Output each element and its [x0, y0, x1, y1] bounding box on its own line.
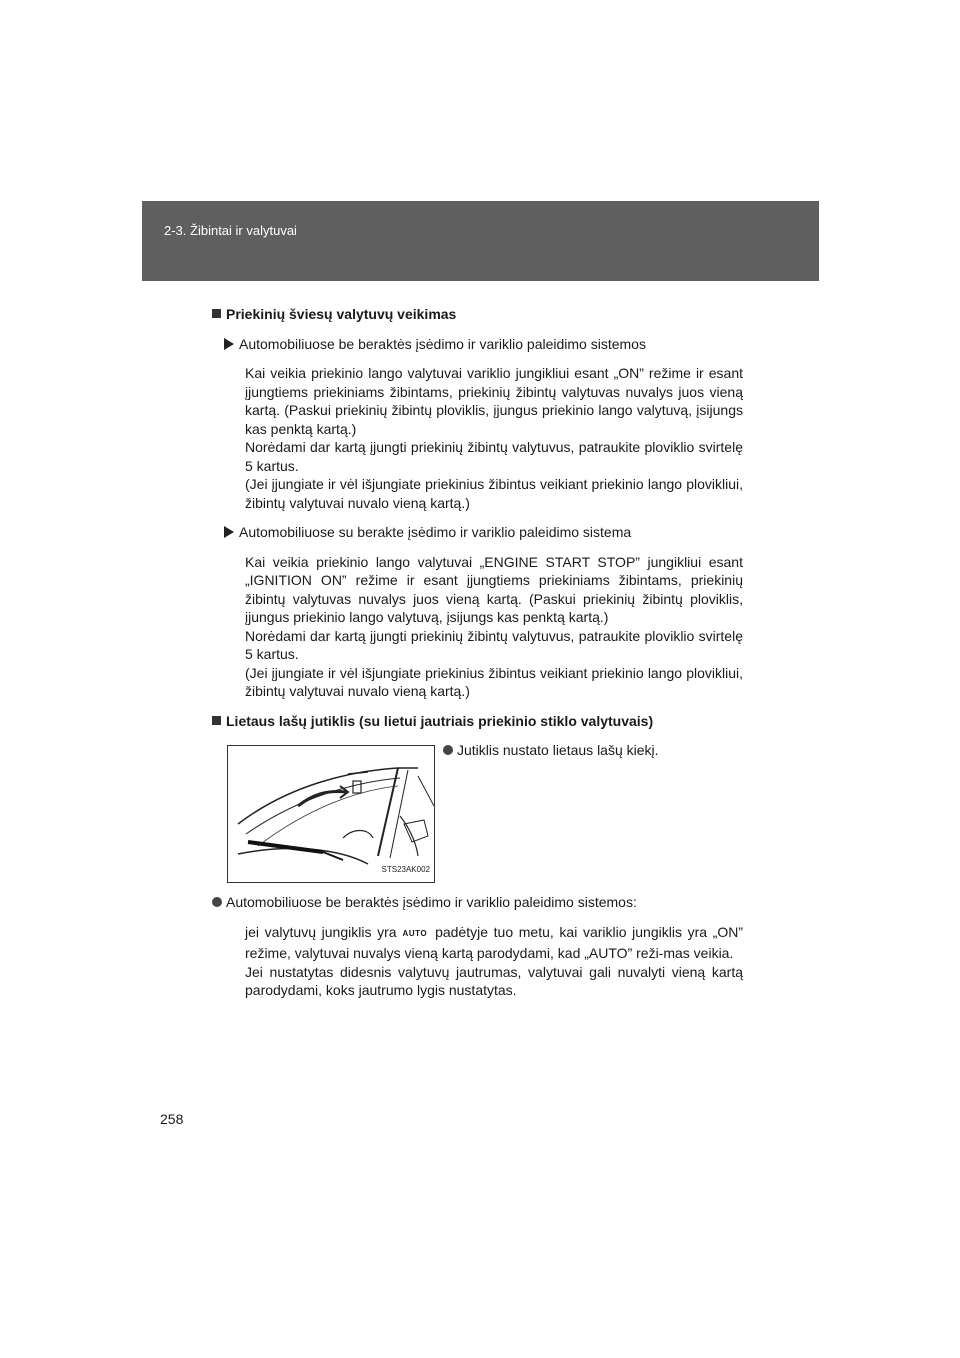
rain-sensor-heading: Lietaus lašų jutiklis (su lietui jautriais priekinio stiklo valytuvais)	[212, 712, 743, 731]
square-bullet-icon	[212, 309, 221, 318]
triangle-bullet-icon	[224, 526, 234, 538]
rain-description: jei valytuvų jungiklis yra AUTO padėtyje tuo metu, kai variklio jungiklis yra „ON” režime, valytuvai nuvalys vieną kartą parodydami, kad „AUTO” reži-mas veikia. Jei nustatytas didesnis valytuvų jautrumas, valytuvai gali nuvalyti vieną kartą parodydami, koks jautrumo lygis nustatytas.	[245, 923, 743, 998]
square-bullet-icon	[212, 716, 221, 725]
figure-note: Jutiklis nustato lietaus lašų kiekį.	[443, 741, 659, 883]
section-title: 2-3. Žibintai ir valytuvai	[164, 223, 297, 238]
round-bullet-icon	[443, 745, 453, 755]
headlamp-heading: Priekinių šviesų valytuvų veikimas	[212, 305, 743, 324]
figure-row	[227, 742, 743, 883]
triangle-bullet-icon	[224, 338, 234, 350]
page-number: 258	[160, 1111, 184, 1127]
auto-mode-icon: AUTO	[402, 928, 428, 938]
section-header	[142, 201, 819, 281]
keyless-description: Kai veikia priekinio lango valytuvai variklio jungikliui esant „ON” režime ir esant įjungtiems priekiniams žibintams, priekinių žibintų valytuvas nuvalys juos vieną kartą. (Paskui priekinių žibintų ploviklis, įjungus priekinio lango valytuvą, įsijungs kas penktą kartą.) Norėdami dar kartą įjungti priekinių žibintų valytuvus, patraukite ploviklio svirtelę 5 kartus. (Jei įjungiate ir vėl išjungiate priekinius žibintus veikiant priekinio lango plovikliui, žibintų valytuvai nuvalo vieną kartą.)	[245, 365, 743, 511]
figure-caption: STS23AK002	[381, 864, 430, 874]
keyless-subheading: Automobiliuose be beraktės įsėdimo ir variklio paleidimo sistemos	[224, 335, 743, 354]
smart-subheading: Automobiliuose su berakte įsėdimo ir variklio paleidimo sistema	[224, 523, 743, 542]
smart-description: Kai veikia priekinio lango valytuvai „ENGINE START STOP” jungikliui esant „IGNITION ON” režime ir esant įjungtiems priekiniams žibintams, priekinių žibintų valytuvas nuvalys juos vieną kartą. (Paskui priekinių žibintų ploviklis, įjungus priekinio lango valytuvą, įsijungs kas penktą kartą.) Norėdami dar kartą įjungti priekinių žibintų valytuvus, patraukite ploviklio svirtelę 5 kartus. (Jei įjungiate ir vėl išjungiate priekinius žibintus veikiant priekinio lango plovikliui, žibintų valytuvai nuvalo vieną kartą.)	[245, 553, 743, 699]
rain-keyless-subheading: Automobiliuose be beraktės įsėdimo ir variklio paleidimo sistemos:	[212, 893, 743, 912]
windshield-illustration	[227, 745, 435, 883]
round-bullet-icon	[212, 897, 222, 907]
page-content	[212, 305, 743, 1011]
